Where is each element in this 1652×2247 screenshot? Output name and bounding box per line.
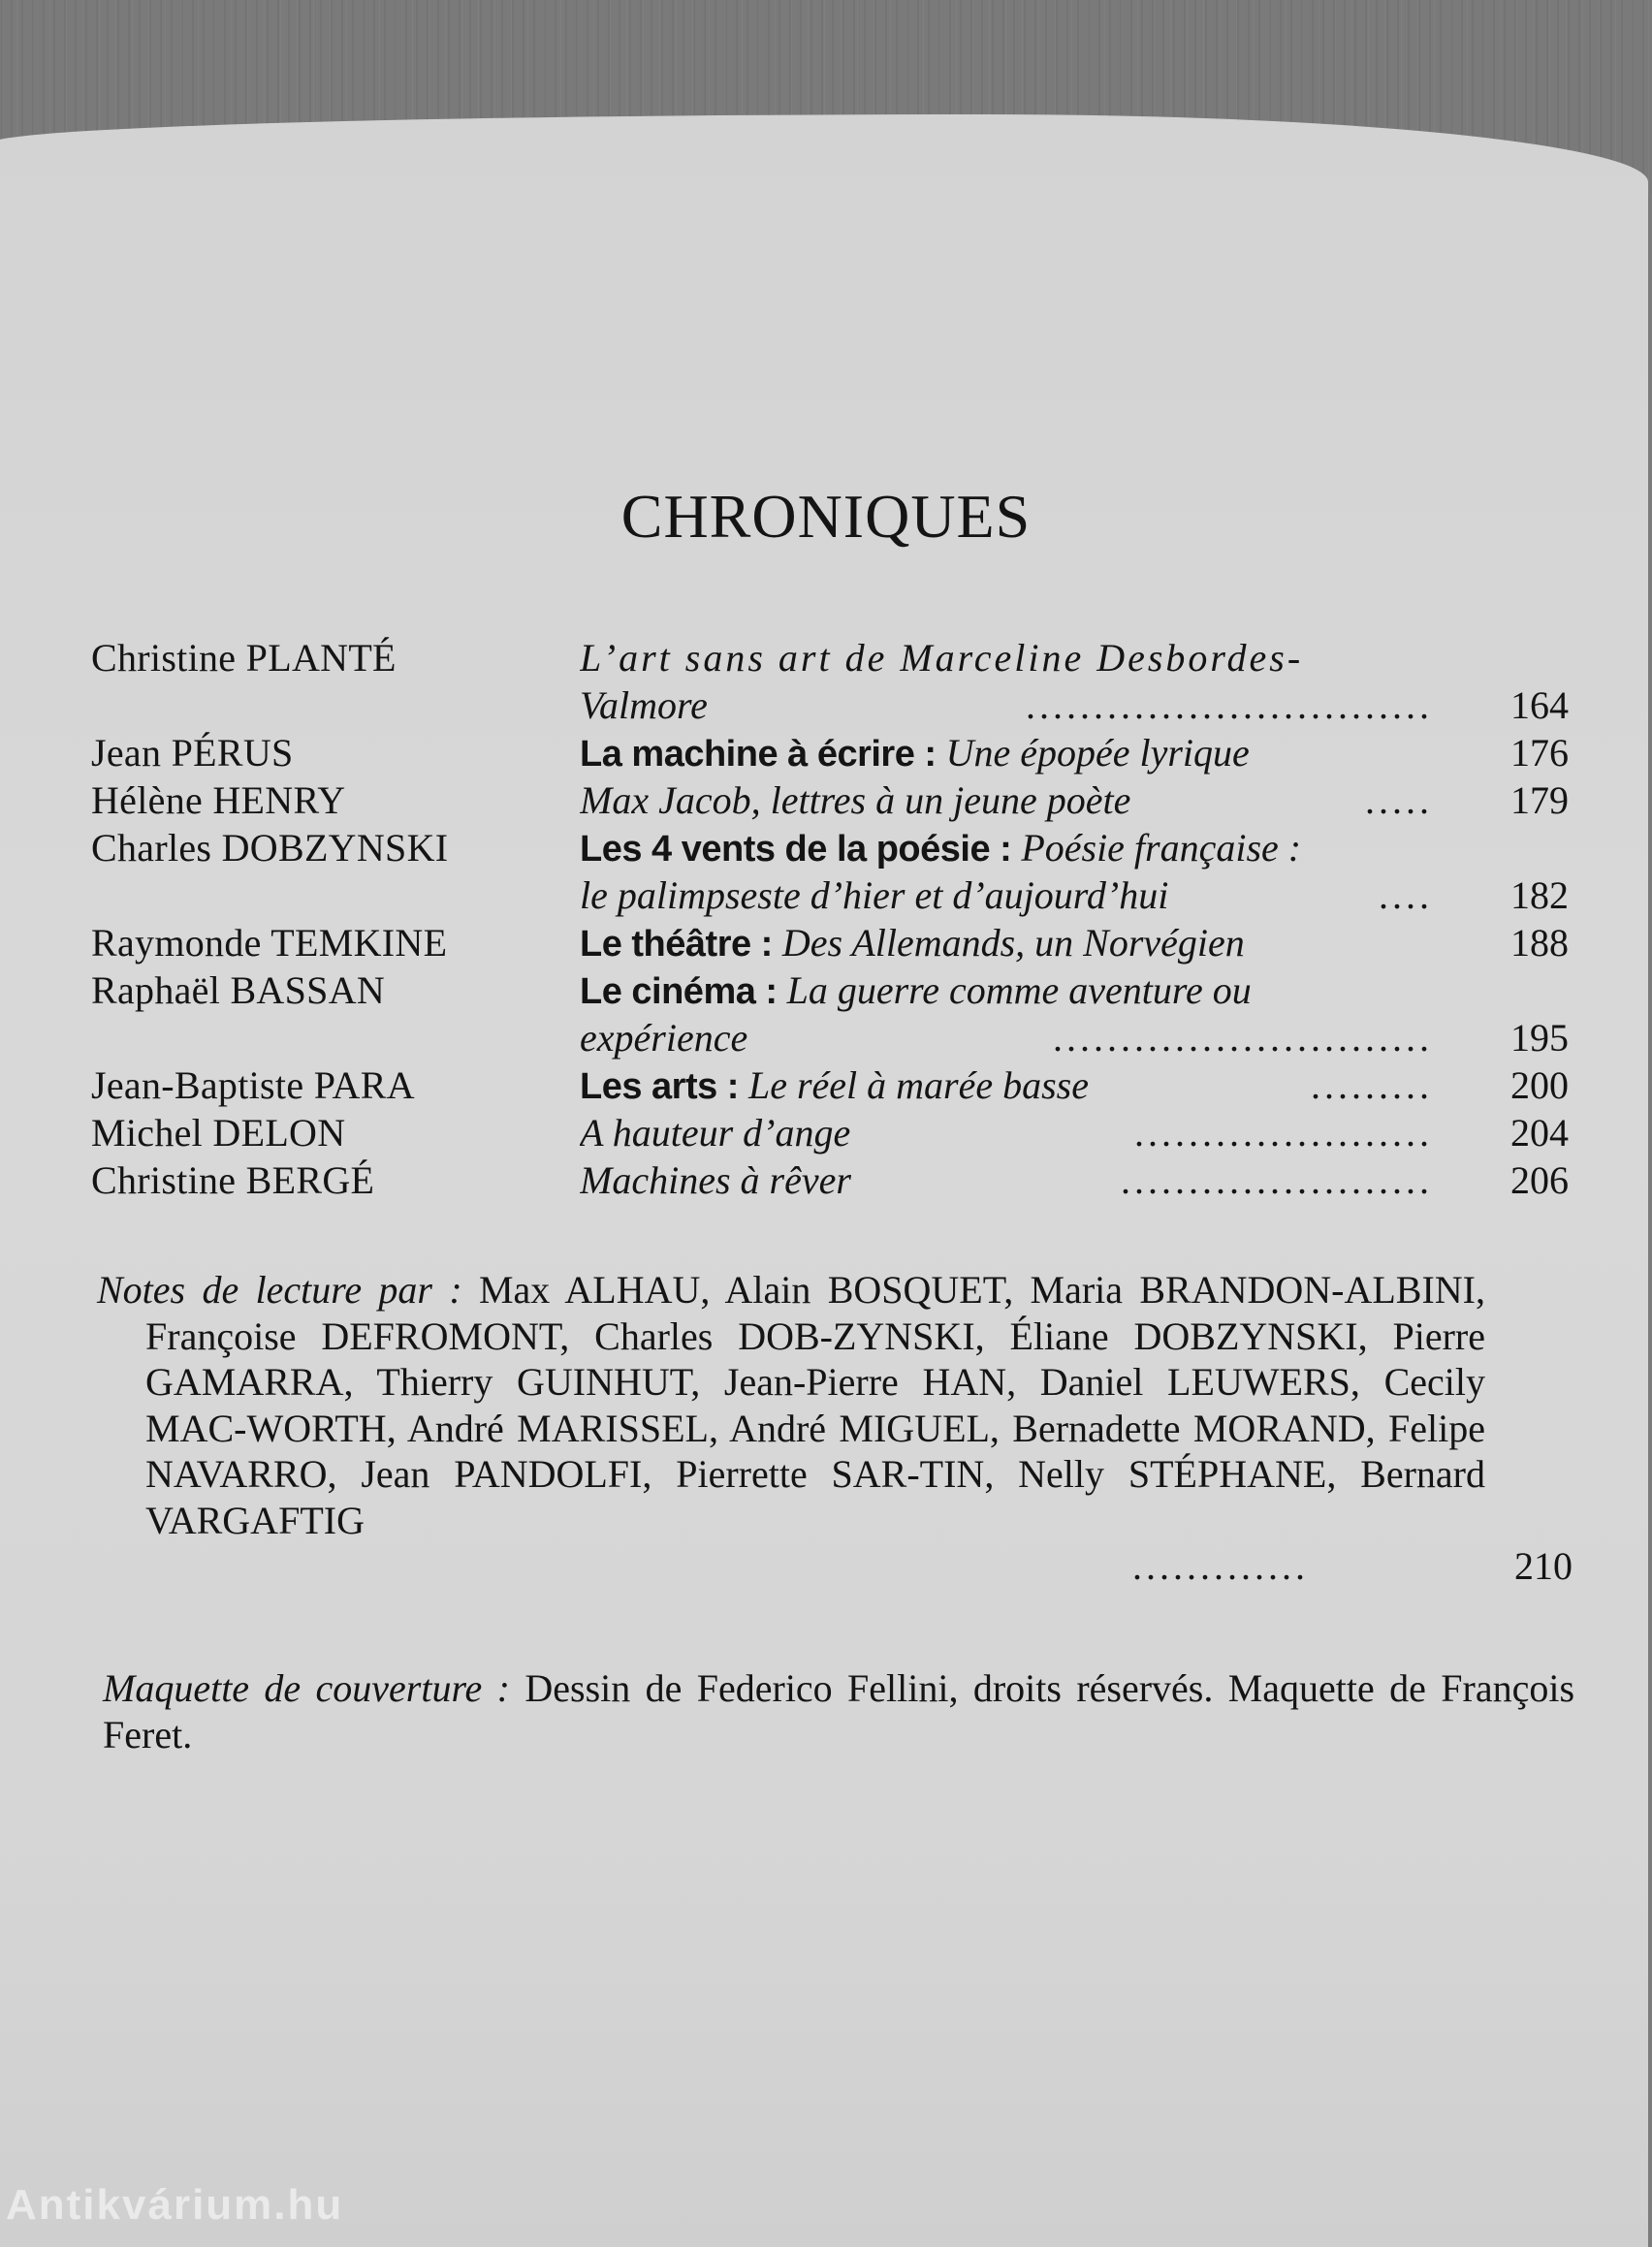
cover-credit-label: Maquette de couverture :	[103, 1666, 510, 1710]
leader-dots: ....	[1379, 873, 1433, 917]
page-number: 182	[1510, 873, 1569, 917]
author-name: Charles DOBZYNSKI	[91, 826, 449, 870]
entry-title: le palimpseste d’hier et d’aujourd’hui	[580, 873, 1169, 917]
entry-title: Valmore	[580, 683, 708, 727]
toc-entry	[0, 776, 1652, 824]
author-name: Christine BERGÉ	[91, 1158, 375, 1202]
author-name: Jean-Baptiste PARA	[91, 1063, 415, 1107]
leader-dots: .........	[1311, 1063, 1433, 1107]
entry-title: expérience	[580, 1016, 748, 1060]
entry-title: Machines à rêver	[580, 1158, 851, 1202]
entry-title: A hauteur d’ange	[580, 1111, 851, 1155]
rubric-label: La machine à écrire :	[580, 734, 937, 775]
toc-entry	[0, 1109, 1652, 1156]
entry-title: Max Jacob, lettres à un jeune poète	[580, 778, 1131, 822]
leader-dots: ......................	[1134, 1111, 1433, 1155]
rubric-label: Les 4 vents de la poésie :	[580, 829, 1012, 870]
author-name: Raymonde TEMKINE	[91, 921, 448, 965]
entry-title: La guerre comme aventure ou	[786, 968, 1252, 1012]
page-number: 200	[1510, 1063, 1569, 1107]
author-name: Michel DELON	[91, 1111, 346, 1155]
toc-entry	[0, 1061, 1652, 1109]
leader-dots: ..............................	[1026, 683, 1433, 727]
toc-entry-continuation	[0, 1014, 1652, 1061]
cover-credit	[103, 1665, 1574, 1758]
toc-entry	[0, 634, 1652, 681]
notes-label: Notes de lecture par :	[97, 1268, 462, 1312]
leader-dots: .....	[1365, 778, 1433, 822]
page-number: 164	[1510, 683, 1569, 727]
page-number: 188	[1510, 921, 1569, 965]
author-name: Raphaël BASSAN	[91, 968, 386, 1012]
rubric-label: Le cinéma :	[580, 971, 778, 1012]
leader-dots: .............	[1132, 1544, 1309, 1588]
page-number: 204	[1510, 1111, 1569, 1155]
rubric-label: Les arts :	[580, 1066, 739, 1107]
author-name: Hélène HENRY	[91, 778, 346, 822]
cover-credit-text: Dessin de Federico Fellini, droits réservés. Maquette de François Feret.	[103, 1666, 1575, 1756]
author-name: Christine PLANTÉ	[91, 636, 397, 680]
toc-entry	[0, 919, 1652, 966]
page-title: CHRONIQUES	[620, 481, 1032, 551]
entry-title: L’art sans art de Marceline Desbordes-	[580, 636, 1304, 680]
watermark: Antikvárium.hu	[6, 2181, 344, 2229]
page-number: 195	[1510, 1016, 1569, 1060]
toc-entry-continuation	[0, 681, 1652, 729]
reading-notes-paragraph	[97, 1267, 1485, 1543]
toc-entry	[0, 729, 1652, 776]
page-number: 176	[1510, 731, 1569, 775]
toc-entry	[0, 966, 1652, 1014]
entry-title: Poésie française :	[1021, 826, 1302, 870]
leader-dots: ............................	[1053, 1016, 1433, 1060]
toc-entry	[0, 1156, 1652, 1204]
toc-entry-continuation	[0, 871, 1652, 919]
page-number: 210	[1514, 1544, 1573, 1588]
page-number: 179	[1510, 778, 1569, 822]
notes-contributors: Max ALHAU, Alain BOSQUET, Maria BRANDON-ALBINI, Françoise DEFROMONT, Charles DOB-ZYNSKI, Éliane DOBZYNSKI, Pierre GAMARRA, Thierry GUINHUT, Jean-Pierre HAN, Daniel LEUWERS, Cecily MAC-WORTH, André MARISSEL, André MIGUEL, Bernadette MORAND, Felipe NAVARRO, Jean PANDOLFI, Pierrette SAR-TIN, Nelly STÉPHANE, Bernard VARGAFTIG	[145, 1268, 1485, 1542]
entry-title: Une épopée lyrique	[945, 731, 1250, 775]
entry-title: Le réel à marée basse	[747, 1063, 1090, 1107]
leader-dots: .......................	[1121, 1158, 1433, 1202]
rubric-label: Le théâtre :	[580, 924, 773, 965]
toc-entry	[0, 824, 1652, 871]
entry-title: Des Allemands, un Norvégien	[781, 921, 1245, 965]
author-name: Jean PÉRUS	[91, 731, 294, 775]
page-number: 206	[1510, 1158, 1569, 1202]
